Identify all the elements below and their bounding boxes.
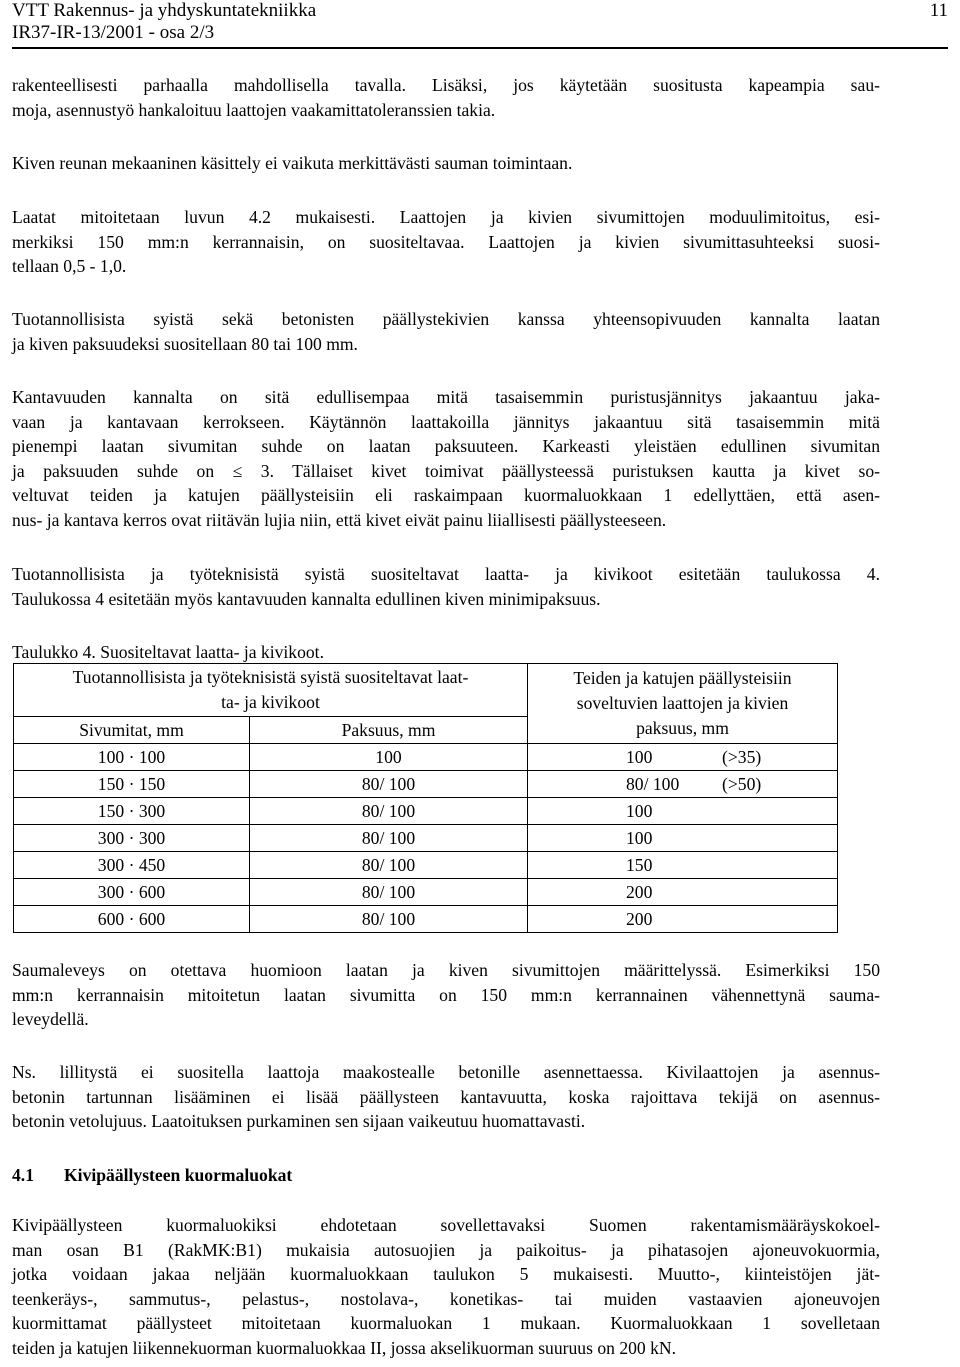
text-line: veltuvat teiden ja katujen päällysteisiin eli raskaimpaan kuormaluokkaan 1 edellyttäen, että asen-	[12, 485, 880, 505]
cell-sivumitat: 600 · 600	[14, 906, 250, 933]
text-line: Ns. lillitystä ei suositella laattoja maakostealle betonille asennettaessa. Kivilaattojen ja asennus-	[12, 1062, 880, 1082]
text-line: teiden ja katujen liikennekuorman kuormaluokkaa II, jossa akselikuorman suuruus on 200 kN.	[12, 1337, 677, 1358]
cell-paksuus: 80/ 100	[250, 852, 528, 879]
text-line: betonin vetolujuus. Laatoituksen purkaminen sen sijaan vaikeutuu huomattavasti.	[12, 1111, 586, 1131]
table-row	[14, 798, 838, 825]
cell-sivumitat: 300 · 450	[14, 852, 250, 879]
table-row	[14, 771, 838, 798]
table-caption: Taulukko 4. Suositeltavat laatta- ja kivikoot.	[12, 642, 324, 662]
text-line: Kiven reunan mekaaninen käsittely ei vaikuta merkittävästi sauman toimintaan.	[12, 153, 573, 173]
text-line: betonin tartunnan lisääminen ei lisää päällysteen kantavuutta, koska rajoittava tekijä on asennus-	[12, 1086, 880, 1107]
cell-paksuus: 80/ 100	[250, 771, 528, 798]
paragraph-4	[12, 307, 880, 356]
table-row	[14, 852, 838, 879]
cell-tie-paksuus	[528, 879, 838, 906]
paragraph-6	[12, 562, 880, 611]
text-line: ja paksuuden suhde on ≤ 3. Tällaiset kivet toimivat päällysteessä puristuksen kautta ja kivet so-	[12, 460, 880, 481]
paragraph-1	[12, 73, 880, 122]
text-line: Tuotannollisista ja työteknisistä syistä suositeltavat laatta- ja kivikoot esitetään taulukossa 4.	[12, 564, 880, 584]
cell-sivumitat: 100 · 100	[14, 744, 250, 771]
section-title: Kivipäällysteen kuormaluokat	[64, 1165, 293, 1185]
page-number: 11	[929, 0, 948, 21]
cell-paksuus: 80/ 100	[250, 825, 528, 852]
text-line: Kivipäällysteen kuormaluokiksi ehdotetaan sovellettavaksi Suomen rakentamismääräyskokoel-	[12, 1215, 880, 1235]
cell-tie-value: 100	[626, 800, 653, 821]
cell-paksuus: 80/ 100	[250, 906, 528, 933]
paragraph-3	[12, 205, 880, 279]
right-header	[528, 664, 838, 744]
right-header-line1: Teiden ja katujen päällysteisiin	[573, 668, 792, 688]
right-header-line2: soveltuvien laattojen ja kivien	[576, 693, 789, 713]
cell-tie-value: 200	[626, 881, 653, 902]
paragraph-8	[12, 1060, 880, 1134]
text-line: nus- ja kantava kerros ovat riitävän lujia niin, että kivet eivät painu liiallisesti päällysteeseen.	[12, 509, 667, 530]
text-line: leveydellä.	[12, 1009, 89, 1029]
header-report-id: IR37-IR-13/2001 - osa 2/3	[12, 22, 215, 43]
text-line: rakenteellisesti parhaalla mahdollisella tavalla. Lisäksi, jos käytetään suositusta kapeampia sau-	[12, 75, 880, 95]
table-row	[14, 906, 838, 933]
cell-tie-paksuus	[528, 798, 838, 825]
header-rule	[12, 47, 948, 49]
header-org: VTT Rakennus- ja yhdyskuntatekniikka	[12, 0, 317, 21]
text-line: Kantavuuden kannalta on sitä edullisempaa mitä tasaisemmin puristusjännitys jakaantuu jaka-	[12, 387, 880, 407]
group-header-line1: Tuotannollisista ja työteknisistä syistä suositeltavat laat-	[72, 667, 469, 687]
cell-tie-paksuus	[528, 852, 838, 879]
text-line: kuormittamat päällysteet mitoitetaan kuormaluokan 1 mukaan. Kuormaluokkaan 1 sovelletaan	[12, 1313, 880, 1333]
text-line: ja kiven paksuudeksi suositellaan 80 tai 100 mm.	[12, 333, 358, 354]
paragraph-9	[12, 1213, 880, 1360]
text-line: vaan ja kantavaan kerrokseen. Käytännön laattakoilla jännitys jakaantuu sitä tasaisemmin mitä	[12, 411, 880, 432]
text-line: man osan B1 (RakMK:B1) mukaisia autosuojien ja paikoitus- ja pihatasojen ajoneuvokuormia,	[12, 1239, 880, 1260]
text-line: Taulukossa 4 esitetään myös kantavuuden kannalta edullinen kiven minimipaksuus.	[12, 588, 601, 609]
cell-sivumitat: 300 · 300	[14, 825, 250, 852]
cell-tie-paksuus	[528, 771, 838, 798]
page-header	[12, 0, 948, 48]
section-number: 4.1	[12, 1165, 34, 1185]
cell-sivumitat: 150 · 300	[14, 798, 250, 825]
cell-tie-note: (>35)	[722, 746, 762, 767]
cell-paksuus: 100	[250, 744, 528, 771]
cell-tie-value: 150	[626, 854, 653, 875]
cell-tie-paksuus	[528, 744, 838, 771]
paragraph-2	[12, 151, 880, 176]
cell-tie-note: (>50)	[722, 773, 762, 794]
group-header	[14, 664, 528, 717]
text-line: jotka voidaan jakaa neljään kuormaluokkaan taulukon 5 mukaisesti. Muutto-, kiinteistöjen jät-	[12, 1264, 880, 1284]
cell-sivumitat: 300 · 600	[14, 879, 250, 906]
text-line: Laatat mitoitetaan luvun 4.2 mukaisesti. Laattojen ja kivien sivumittojen moduulimitoitus, esi-	[12, 207, 880, 227]
col-header-paksuus: Paksuus, mm	[250, 717, 528, 744]
text-line: moja, asennustyö hankaloituu laattojen vaakamittatoleranssien takia.	[12, 99, 496, 120]
text-line: teenkeräys-, sammutus-, pelastus-, nostolava-, konetikas- tai muiden vastaavien ajoneuvojen	[12, 1288, 880, 1309]
text-line: Saumaleveys on otettava huomioon laatan ja kiven sivumittojen määrittelyssä. Esimerkiksi 150	[12, 960, 880, 980]
cell-sivumitat: 150 · 150	[14, 771, 250, 798]
group-header-line2: ta- ja kivikoot	[221, 692, 320, 712]
section-heading	[12, 1163, 292, 1187]
cell-tie-value: 200	[626, 908, 653, 929]
col-header-sivumitat: Sivumitat, mm	[14, 717, 250, 744]
cell-tie-value: 100	[626, 827, 653, 848]
text-line: pienempi laatan sivumitan suhde on laatan paksuuteen. Karkeasti yleistäen edullinen sivumitan	[12, 436, 880, 456]
cell-tie-value: 100	[626, 746, 653, 767]
table-row	[14, 744, 838, 771]
cell-tie-paksuus	[528, 906, 838, 933]
right-header-line3: paksuus, mm	[636, 718, 729, 738]
cell-paksuus: 80/ 100	[250, 879, 528, 906]
cell-tie-value: 80/ 100	[626, 773, 680, 794]
cell-paksuus: 80/ 100	[250, 798, 528, 825]
text-line: mm:n kerrannaisin mitoitetun laatan sivumitta on 150 mm:n kerrannainen vähennettynä sauma-	[12, 984, 880, 1005]
table-row	[14, 879, 838, 906]
paragraph-7	[12, 958, 880, 1032]
text-line: merkiksi 150 mm:n kerrannaisin, on suositeltavaa. Laattojen ja kivien sivumittasuhteeksi suosi-	[12, 231, 880, 252]
table-row	[14, 825, 838, 852]
cell-tie-paksuus	[528, 825, 838, 852]
recommended-sizes-table	[13, 663, 838, 933]
paragraph-5	[12, 385, 880, 532]
text-line: Tuotannollisista syistä sekä betonisten päällystekivien kanssa yhteensopivuuden kannalta laatan	[12, 309, 880, 329]
text-line: tellaan 0,5 - 1,0.	[12, 256, 127, 276]
